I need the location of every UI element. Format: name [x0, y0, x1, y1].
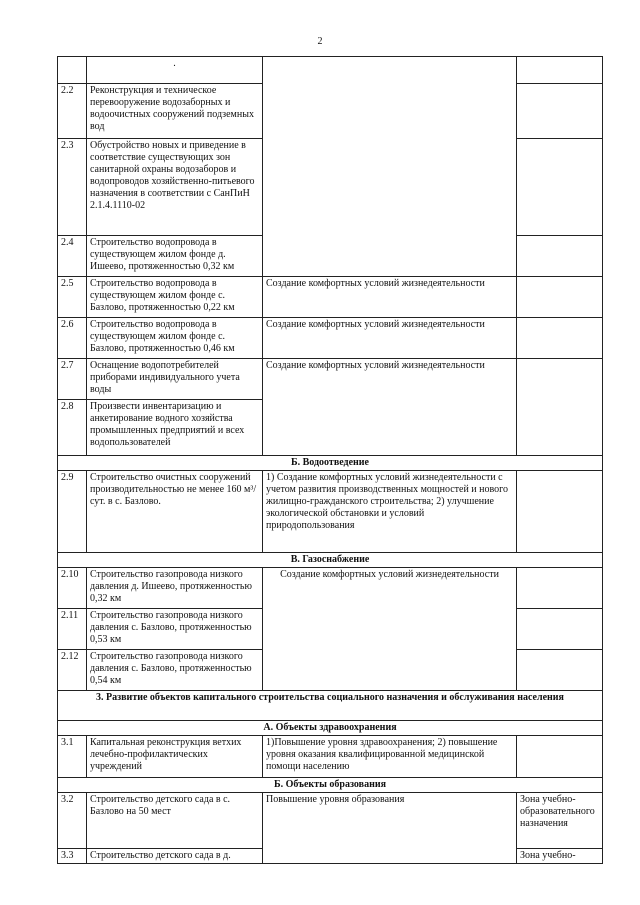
row-number: 3.3: [58, 849, 87, 864]
section-heading: 3. Развитие объектов капитального строительства социального назначения и обслуживания населения: [58, 691, 603, 721]
row-name: Реконструкция и техническое перевооружение водозаборных и водоочистных сооружений подземных вод: [87, 84, 263, 139]
cell-zone: [517, 277, 603, 318]
row-name: Капитальная реконструкция ветхих лечебно-профилактических учреждений: [87, 736, 263, 778]
section-row: [58, 691, 603, 721]
cell-zone: [517, 609, 603, 650]
row-goal: Создание комфортных условий жизнедеятельности: [263, 277, 517, 318]
cell-zone: [517, 359, 603, 456]
cell-zone: [517, 736, 603, 778]
cell-zone: [517, 84, 603, 139]
row-name: Строительство газопровода низкого давления с. Базлово, протяженностью 0,54 км: [87, 650, 263, 691]
section-row: [58, 553, 603, 568]
cell-zone: [517, 650, 603, 691]
row-number: 2.12: [58, 650, 87, 691]
cell-zone: [517, 57, 603, 84]
row-name: Оснащение водопотребителей приборами индивидуального учета воды: [87, 359, 263, 400]
cell-zone: [517, 139, 603, 236]
row-name: Строительство детского сада в с. Базлово на 50 мест: [87, 793, 263, 849]
row-number: 3.1: [58, 736, 87, 778]
row-number: 3.2: [58, 793, 87, 849]
cell-zone: [517, 318, 603, 359]
row-zone: Зона учебно-: [517, 849, 603, 864]
table-row: [58, 318, 603, 359]
section-row: [58, 721, 603, 736]
row-goal: 1)Повышение уровня здравоохранения; 2) повышение уровня оказания квалифицированной медицинской помощи населению: [263, 736, 517, 778]
table-row: [58, 471, 603, 553]
table-row: [58, 57, 603, 84]
row-goal: Повышение уровня образования: [263, 793, 517, 864]
row-name: Строительство газопровода низкого давления д. Ишеево, протяженностью 0,32 км: [87, 568, 263, 609]
section-heading: Б. Объекты образования: [58, 778, 603, 793]
row-goal: Создание комфортных условий жизнедеятельности: [263, 359, 517, 456]
row-goal: Создание комфортных условий жизнедеятельности: [263, 568, 517, 691]
row-name: Строительство очистных сооружений производительностью не менее 160 м³/сут. в с. Базлово.: [87, 471, 263, 553]
row-number: 2.9: [58, 471, 87, 553]
row-number: 2.10: [58, 568, 87, 609]
scan-mark: .: [173, 58, 176, 69]
row-goal: 1) Создание комфортных условий жизнедеятельности с учетом развития производственных мощностей и нового жилищно-гражданского строительства; 2) улучшение экологической обстановки и условий природопользования: [263, 471, 517, 553]
row-number: 2.7: [58, 359, 87, 400]
section-row: [58, 778, 603, 793]
cell-zone: [517, 568, 603, 609]
row-name: Строительство водопровода в существующем жилом фонде с. Базлово, протяженностью 0,46 км: [87, 318, 263, 359]
table-row: [58, 277, 603, 318]
program-table: [57, 56, 603, 864]
cell-zone: [517, 236, 603, 277]
page-number: 2: [317, 36, 323, 47]
row-number: 2.8: [58, 400, 87, 456]
row-number: 2.2: [58, 84, 87, 139]
row-name: Произвести инвентаризацию и анкетирование водного хозяйства промышленных предприятий и всех водопользователей: [87, 400, 263, 456]
row-zone: Зона учебно-образовательного назначения: [517, 793, 603, 849]
cell-name: [87, 57, 263, 84]
section-heading: А. Объекты здравоохранения: [58, 721, 603, 736]
table-row: [58, 736, 603, 778]
row-name: Строительство газопровода низкого давления с. Базлово, протяженностью 0,53 км: [87, 609, 263, 650]
section-heading: В. Газоснабжение: [58, 553, 603, 568]
row-name: Строительство детского сада в д.: [87, 849, 263, 864]
row-number: 2.3: [58, 139, 87, 236]
table-row: [58, 793, 603, 849]
row-number: 2.5: [58, 277, 87, 318]
row-name: Строительство водопровода в существующем жилом фонде д. Ишеево, протяженностью 0,32 км: [87, 236, 263, 277]
row-name: Строительство водопровода в существующем жилом фонде с. Базлово, протяженностью 0,22 км: [87, 277, 263, 318]
table-row: [58, 359, 603, 400]
cell-zone: [517, 471, 603, 553]
cell-goal-empty: [263, 57, 517, 277]
section-row: [58, 456, 603, 471]
table-row: [58, 568, 603, 609]
cell-num: [58, 57, 87, 84]
row-number: 2.11: [58, 609, 87, 650]
row-number: 2.6: [58, 318, 87, 359]
row-goal: Создание комфортных условий жизнедеятельности: [263, 318, 517, 359]
section-heading: Б. Водоотведение: [58, 456, 603, 471]
row-name: Обустройство новых и приведение в соответствие существующих зон санитарной охраны водозаборов и водопроводов хозяйственно-питьевого назначения в соответствии с СанПиН 2.1.4.1110-02: [87, 139, 263, 236]
row-number: 2.4: [58, 236, 87, 277]
